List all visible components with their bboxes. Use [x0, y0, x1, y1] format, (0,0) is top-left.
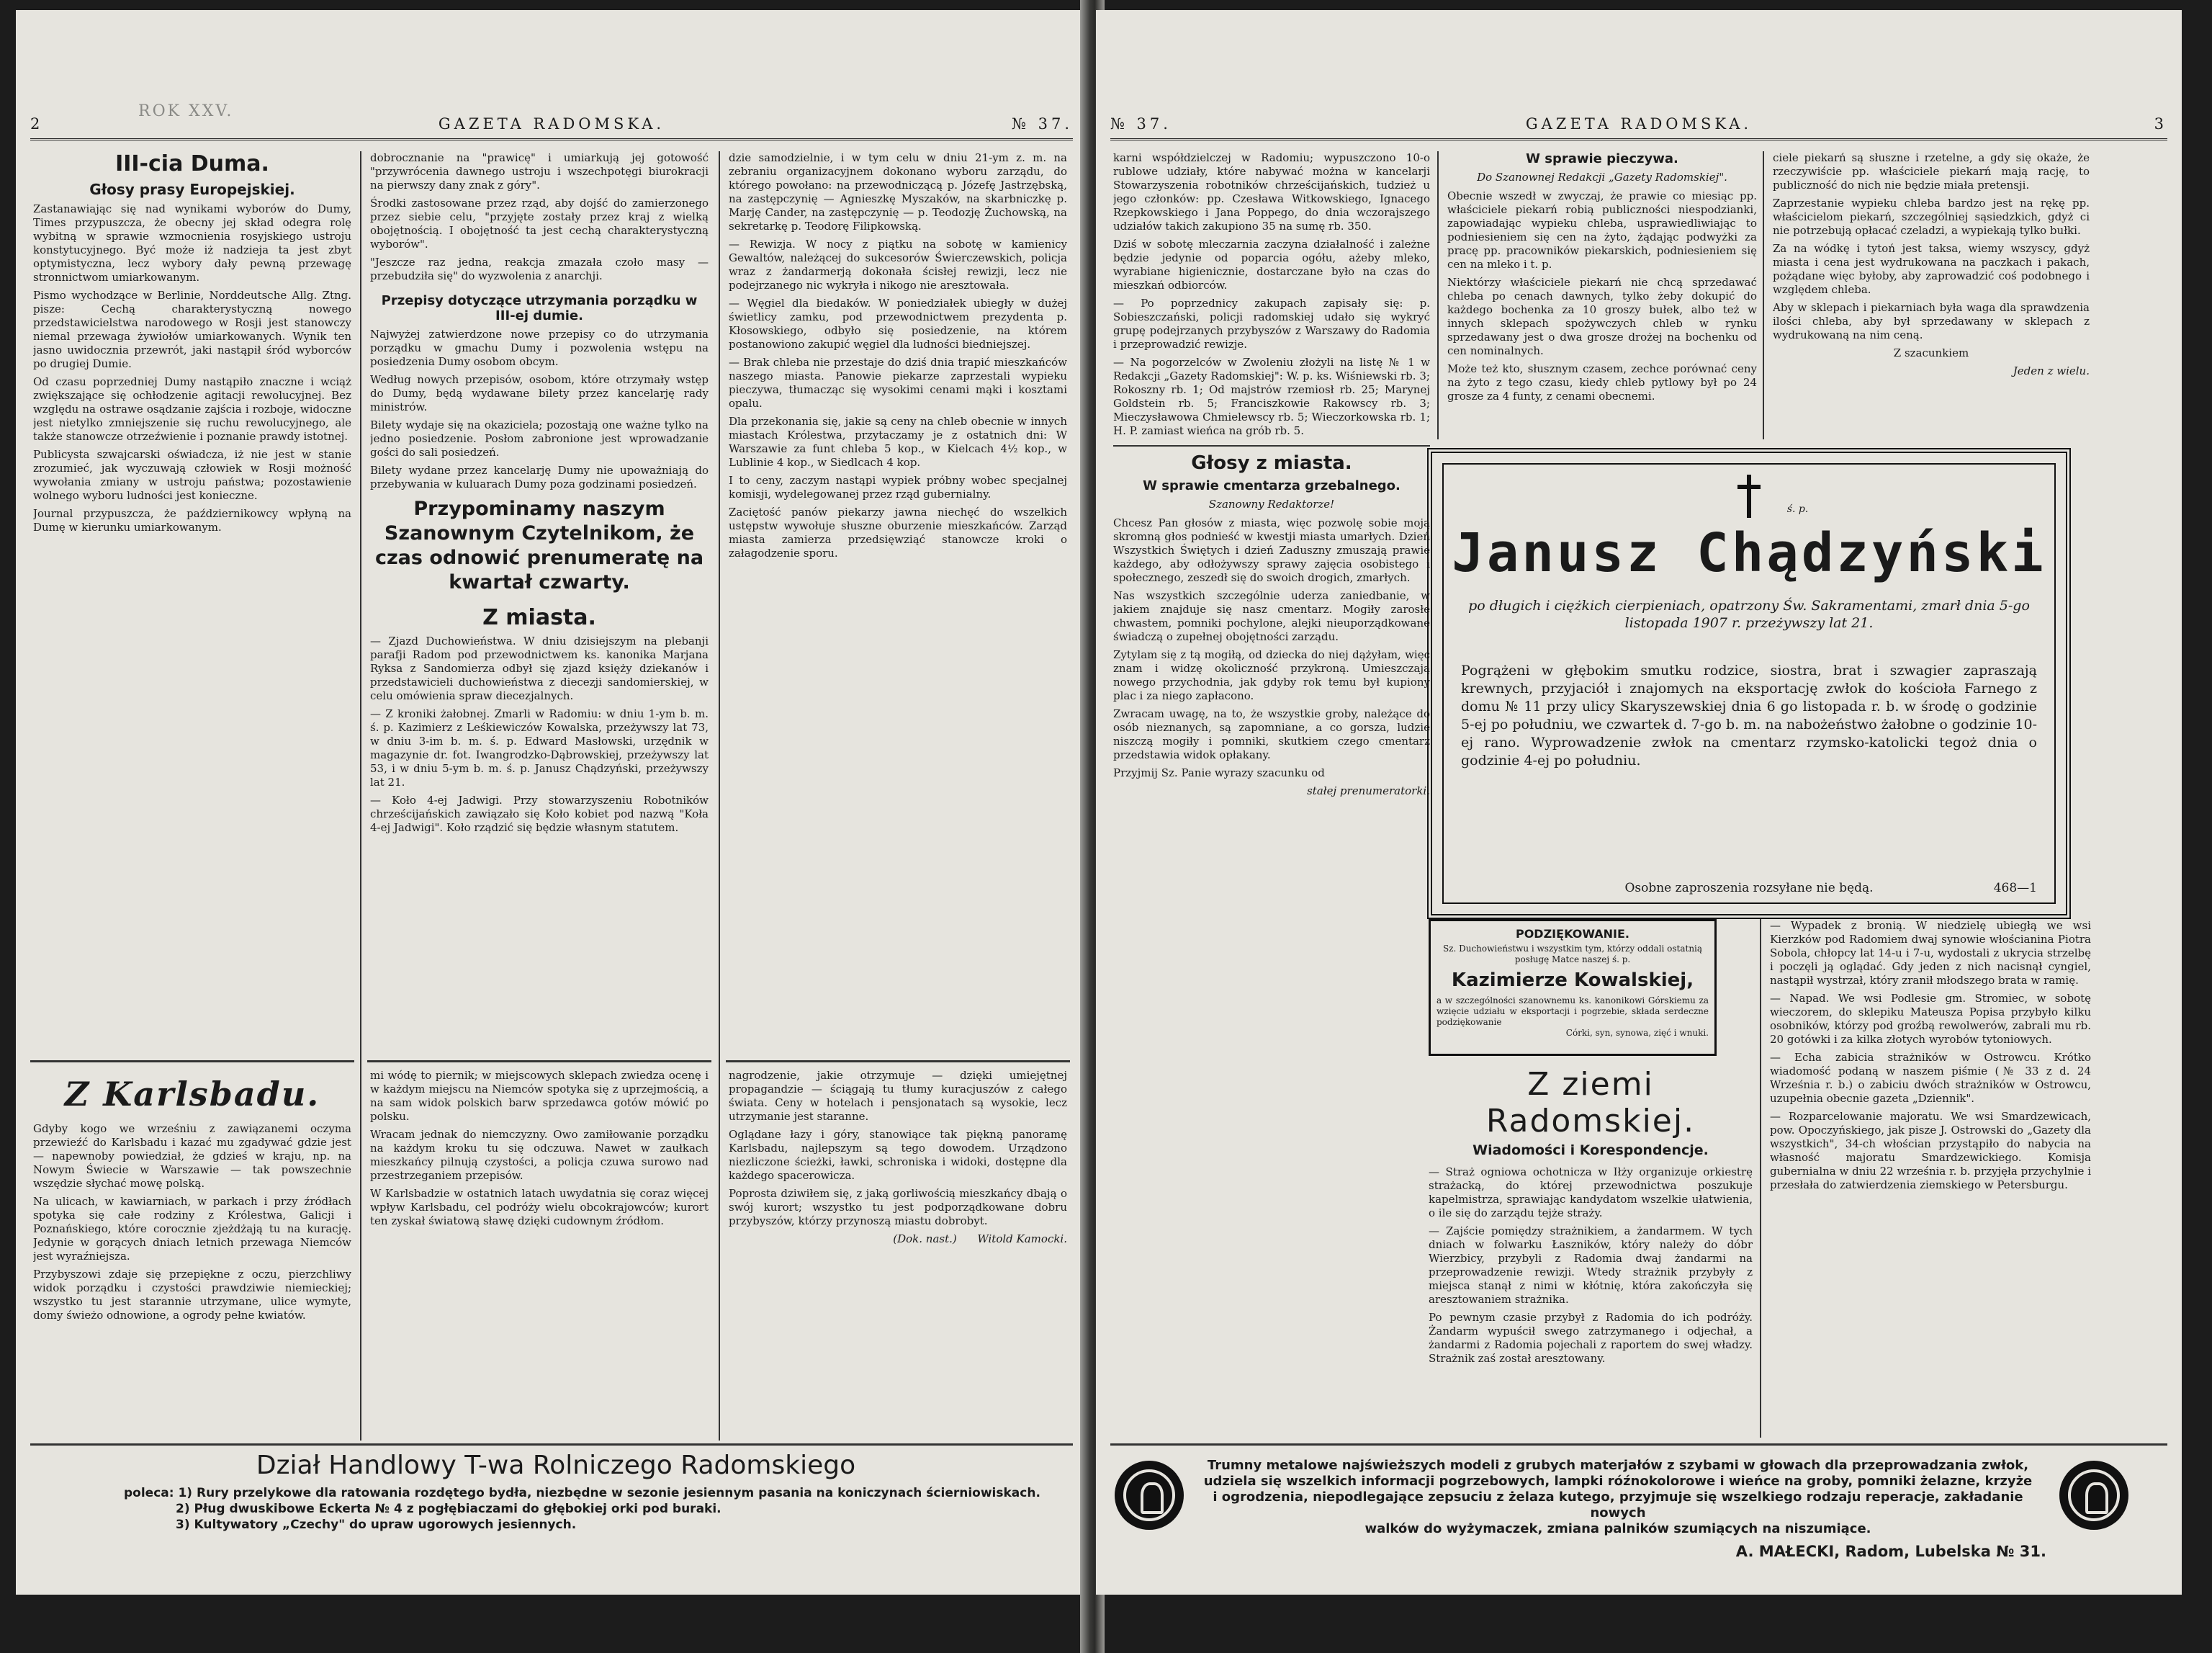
paragraph: Journal przypuszcza, że październikowcy wpłyną na Dumę w kierunku umiarkowanym. [33, 507, 351, 534]
paragraph: Najwyżej zatwierdzone nowe przepisy co do utrzymania porządku w gmachu Dumy i pozwolenia wstępu na posiedzenia Dumy osobom obcym. [370, 328, 709, 368]
paragraph: — Zajście pomiędzy strażnikiem, a żandarmem. W tych dniach w folwarku Łaszników, który należy do dóbr Wierzbicy, przybyli z Radomia dwaj żandarmi na przeprowadzenie rewizji. Wtedy strażnik przybyły z miejsca stanął z nimi w kłótnię, która zakończyła się aresztowaniem strażnika. [1429, 1224, 1753, 1306]
thanks-body: a w szczególności szanownemu ks. kanonikowi Górskiemu za wzięcie udziału w eksportacji i pogrzebie, składa serdeczne podziękowanie [1437, 995, 1709, 1027]
paragraph: Nas wszystkich szczególnie uderza zaniedbanie, w jakiem znajduje się nasz cmentarz. Mogiły zarosłe chwastem, pomniki pochylone, alejki nieuporządkowane świadczą o zupełnej obojętności zarządu. [1113, 589, 1430, 643]
newspaper-title: GAZETA RADOMSKA. [438, 115, 665, 133]
region-subtitle: Wiadomości i Korespondencje. [1473, 1142, 1709, 1158]
paragraph: — Rozparcelowanie majoratu. We wsi Smardzewicach, pow. Opoczyńskiego, jak pisze J. Ostrowski do „Gazety dla wszystkich", 34-ch włościan przystąpiło do nabycia na własność majoratu Smardzewickiego. Komisja gubernialna w dniu 22 września r. b. przyjęła przychylnie i przesłała do zatwierdzenia ziemskiego w Petersburgu. [1770, 1110, 2091, 1191]
paragraph: Przybyszowi zdaje się przepiękne z oczu, pierzchliwy widok porządku i czystości prawdziwie niemieckiej; wszystko tu jest starannie utrzymane, ulice wymyte, domy świeżo odnowione, a ogrody pełne kwiatów. [33, 1268, 351, 1322]
left-col-1 [33, 151, 351, 1059]
thanks-notice [1429, 919, 1717, 1056]
column-rule [1763, 151, 1764, 439]
paragraph: — Zjazd Duchowieństwa. W dniu dzisiejszym na plebanji parafji Radom pod przewodnictwem ks. kanonika Marjana Ryksa z Sandomierza odbył się zjazd księży dziekanów i przedstawicieli duchowieństwa z diecezji sandomierskiej, w celu omówienia spraw diecezjalnych. [370, 635, 709, 702]
paragraph: — Po poprzednicy zakupach zapisały się: p. Sobieszczański, policji radomskiej udało się wykryć grupę podejrzanych przybyszów z Warszawy do Radomia i przeprowadzić rewizje. [1113, 297, 1430, 351]
column-rule [1760, 919, 1761, 1438]
section-rule [367, 1060, 711, 1062]
karlsbad-continued [370, 1069, 709, 1436]
paragraph: "Jeszcze raz jedna, reakcja zmazała czoło masy — przebudziła się" do wyzwolenia z anarchji. [370, 256, 709, 282]
paragraph: dzie samodzielnie, i w tym celu w dniu 21-ym z. m. na zebraniu organizacyjnem dokonano wyboru zarządu, do którego powołano: na przewodniczącą p. Józefę Jastrzębską, na zastępczynię — Agnieszkę Myszaków, na skarbniczkę p. Marję Cander, na zastępczynię — p. Teodozję Żuchowską, na sekretarkę p. Teodorę Filipkowską. [729, 151, 1067, 233]
seal-emblem-icon [2059, 1461, 2128, 1530]
paragraph: Według nowych przepisów, osobom, które otrzymały wstęp do Dumy, będą wydawane bilety przez kancelarję rady ministrów. [370, 373, 709, 413]
paragraph: — Rewizja. W nocy z piątku na sobotę w kamienicy Gewaltów, należącej do sukcesorów Świerczewskich, policja wraz z żandarmerją dokonała ścisłej rewizji, lecz nie podejrzanego nic wykryła i nikogo nie aresztowała. [729, 238, 1067, 292]
ad-line: 3) Kultywatory „Czechy" do upraw ugorowych jesiennych. [176, 1518, 577, 1532]
page-number: 2 [30, 115, 44, 133]
paragraph: Po pewnym czasie przybył z Radomia do ich podróży. Żandarm wypuścił swego zatrzymanego i odjechał, a żandarmi z Radomia pojechali z raportem do swej władzy. Strażnik zaś został aresztowany. [1429, 1311, 1753, 1365]
ad-firm: A. MAŁECKI, Radom, Lubelska № 31. [1735, 1543, 2046, 1560]
signature: stałej prenumeratorki. [1307, 784, 1430, 797]
paragraph: ciele piekarń są słuszne i rzetelne, a gdy się okaże, że rzeczywiście pp. właściciele piekarń mają rację, to publiczność do nich nie będzie miała pretensji. [1773, 151, 2090, 192]
right-col-2 [1447, 151, 1757, 439]
ad-line: udziela się wszelkich informacji pogrzebowych, lampki róźnokolorowe i wieńce na groby, pomniki żelazne, krzyże [1203, 1474, 2033, 1489]
left-page-header [30, 112, 1073, 140]
radom-region-news [1429, 1059, 1753, 1433]
seal-emblem-icon [1115, 1461, 1184, 1530]
paragraph: — Z kroniki żałobnej. Zmarli w Radomiu: w dniu 1-ym b. m. ś. p. Kazimierz z Leśkiewiczów Kowalska, przeżywszy lat 73, w dniu 3-im b. m. ś. p. Edward Masłowski, urzędnik w magazynie dr. fot. Iwangrodzko-Dąbrowskiej, przeżywszy lat 53, i w dniu 5-ym b. m. ś. p. Janusz Chądzyński, przeżywszy lat 21. [370, 707, 709, 789]
paragraph: — Wypadek z bronią. W niedzielę ubiegłą we wsi Kierzków pod Radomiem dwaj synowie włościanina Piotra Sobola, chłopcy lat 14-u i 7-u, wydostali z ukrycia strzelbę i poczęli ją oglądać. Gdy jeden z nich nacisnął cyngiel, nastąpił wystrzał, który zranił młodszego brata w ramię. [1770, 919, 2091, 987]
closing: Przyjmij Sz. Panie wyrazy szacunku od [1113, 766, 1325, 779]
cross-icon [1735, 475, 1763, 518]
paragraph: Zastanawiając się nad wynikami wyborów do Dumy, Times przypuszcza, że obecny jej skład odegra rolę wybitną w sprawie wzmocnienia rosyjskiego ustroju konstytucyjnego. Być może iż nadzieja ta jest zbyt optymistyczna, lecz wybory dały pewną przewagę stronnictwom umiarkowanym. [33, 202, 351, 284]
obituary-box [1427, 448, 2071, 919]
paragraph: Bilety wydane przez kancelarję Dumy nie upoważniają do przebywania w kuluarach Dumy poza godzinami posiedzeń. [370, 464, 709, 490]
bread-title: W sprawie pieczywa. [1526, 151, 1678, 166]
region-title: Z ziemi Radomskiej. [1485, 1066, 1696, 1139]
paragraph: karni współdzielczej w Radomiu; wypuszczono 10-o rublowe udziały, które nabywać można w kancelarji Stowarzyszenia robotników chrześcijańskich, tudzież u jego członków: pp. Czesława Witkowskiego, Ignacego Rzepkowskiego i Jana Poppego, do dnia wczorajszego udziałów takich zakupiono 35 na sumę rb. 350. [1113, 151, 1430, 233]
ad-line: i ogrodzenia, niepodlegające zepsuciu z żelaza kutego, przyjmuje się wszelkiego rodzaju reperacje, zakładanie nowych [1213, 1490, 2023, 1520]
paragraph: — Węgiel dla biedaków. W poniedziałek ubiegły w dużej świetlicy zamku, pod przewodnictwem prezydenta p. Kłosowskiego, odbyło się posiedzenie, na którem postanowiono zakupić węgiel dla ludności biedniejszej. [729, 297, 1067, 351]
paragraph: Może też kto, słusznym czasem, zechce porównać ceny na żyto z tego czasu, kiedy chleb pytlowy był po 24 grosze za 4 funty, z cenami obecnemi. [1447, 362, 1757, 403]
paragraph: Aby w sklepach i piekarniach była waga dla sprawdzenia ilości chleba, aby był sprzedawany w sklepach z wydrukowaną na nim ceną. [1773, 301, 2090, 341]
paragraph: — Echa zabicia strażników w Ostrowcu. Krótko wiadomość podaną w naszem piśmie (№ 33 z d. 24 Września r. b.) o zabiciu dwóch strażników w Ostrowcu, uzupełnia obecnie gazeta „Dziennik". [1770, 1051, 2091, 1105]
paragraph: Bilety wydaje się na okaziciela; pozostają one ważne tylko na jedno posiedzenie. Posłom zabronione jest wprowadzanie gości do sali posiedzeń. [370, 418, 709, 459]
article-signature [729, 1232, 1067, 1245]
paragraph: W Karlsbadzie w ostatnich latach uwydatnia się coraz więcej wpływ Karlsbadu, cel podróży wielu obcokrajowców; kurort ten zyskał światową sławę dzięki cudownym źródłom. [370, 1187, 709, 1227]
paragraph: Zaprzestanie wypieku chleba bardzo jest na rękę pp. właścicielom piekarń, szczególniej sąsiedzkich, gdyż ci nie potrzebują opłacać czeladzi, a wypiekają tylko bułki. [1773, 197, 2090, 237]
paragraph: Zwracam uwagę, na to, że wszystkie groby, należące do osób nieznanych, są zapomniane, a co gorsza, ludzie niszczą mogiły i pomniki, skutkiem czego cmentarz przedstawia widok opłakany. [1113, 707, 1430, 761]
paragraph: mi wódę to piernik; w miejscowych sklepach zwiedza ocenę i w każdym miejscu na Niemców spotyka się z uprzejmością, a na sam widok polskich barw sprzedawca gotów mówić po polsku. [370, 1069, 709, 1123]
author-name: Witold Kamocki. [977, 1232, 1067, 1245]
paragraph: dobrocznanie na "prawicę" i umiarkują jej gotowość "przywrócenia dawnego ustroju i wszechpotęgi biurokracji na pierwszy dany znak z góry". [370, 151, 709, 192]
section-rule [30, 1060, 354, 1062]
paragraph: — Na pogorzelców w Zwoleniu złożyli na listę № 1 w Redakcji „Gazety Radomskiej": W. p. ks. Wiśniewski rb. 3; Rokoszny rb. 1; Od majstrów rzemiosł rb. 25; Marynej Goldstein rb. 5; Franciszkowie Rakowscy rb. 3; Mieczysławowa Chmielewscy rb. 5; Wieczorkowska rb. 1; H. P. zamiast wieńca na grób rb. 5. [1113, 356, 1430, 437]
page-number: 3 [2154, 115, 2167, 133]
paragraph: — Brak chleba nie przestaje do dziś dnia trapić mieszkańców naszego miasta. Panowie piekarze zaprzestali wypieku pieczywa, tłumacząc się wysokimi cenami mąki i kosztami opalu. [729, 356, 1067, 410]
paragraph: I to ceny, zaczym nastąpi wypiek próbny wobec specjalnej komisji, wydelegowanej przez rząd gubernialny. [729, 474, 1067, 501]
right-col-3 [1770, 919, 2091, 1438]
paragraph: Za na wódkę i tytoń jest taksa, wiemy wszyscy, gdyż miasta i cena jest wydrukowana na paczkach i pakach, pożądane więc byłoby, aby zaprowadzić coś podobnego i względem chleba. [1773, 242, 2090, 296]
paragraph: — Straż ogniowa ochotnicza w Iłży organizuje orkiestrę strażacką, do której przewodnictwa poszukuje kapelmistrza, sprawiając kandydatom wszelkie ułatwienia, o ile się do zarządu tejże straży. [1429, 1165, 1753, 1219]
ad-top-rule [30, 1443, 1073, 1446]
signature: Jeden z wielu. [2013, 364, 2090, 377]
ad-line: Trumny metalowe najświeższych modeli z grubych materjałów z szybami w głowach dla przeprowadzania zwłok, [1207, 1458, 2029, 1473]
paragraph: — Koło 4-ej Jadwigi. Przy stowarzyszeniu Robotników chrześcijańskich zawiązało się Koło kobiet pod nazwą "Koła 4-ej Jadwigi". Koło rządzić się będzie własnym statutem. [370, 794, 709, 834]
right-col-1 [1113, 151, 1430, 1433]
article-subtitle: Głosy prasy Europejskiej. [89, 181, 295, 198]
paragraph: Dla przekonania się, jakie są ceny na chleb obecnie w innych miastach Królestwa, przytaczamy je z ostatnich dni: W Warszawie za funt chleba 5 kop., w Kielcach 4½ kop., w Lublinie 4 kop., w Siedlcach 4 kop. [729, 415, 1067, 469]
karlsbad-article [33, 1069, 351, 1436]
thanks-name: Kazimierze Kowalskiej, [1451, 969, 1694, 991]
continuation-note: (Dok. nast.) [893, 1232, 957, 1245]
karlsbad-continued-2 [729, 1069, 1067, 1436]
obituary-subtitle: po długich i ciężkich cierpieniach, opatrzony Św. Sakramentami, zmarł dnia 5-go listopada 1907 r. przeżywszy lat 21. [1468, 598, 2030, 631]
paragraph: Pismo wychodzące w Berlinie, Norddeutsche Allg. Ztng. pisze: Cechą charakterystyczną nowego przedstawicielstwa narodowego w Rosji jest stanowczy niemal przewaga żywiołów umiarkowanych. Wynik ten jasno uwidocznia przewrót, jaki nastąpił śród wyborców po drugiej Dumie. [33, 289, 351, 370]
obituary-footer: Osobne zaproszenia rozsyłane nie będą. [1624, 881, 1874, 895]
paragraph: Zytylam się z tą mogiłą, od dziecka do niej dążyłam, więc znam i widzę okoliczność przykroną. Umieszczają nowego przychodnia, jak gdyby rok temu był kupiony plac i za niego zapłacono. [1113, 648, 1430, 702]
ad-line: walków do wyżymaczek, zmiana palników szumiących na niszumiące. [1364, 1521, 1871, 1536]
cemetery-subtitle: W sprawie cmentarza grzebalnego. [1143, 478, 1401, 493]
subscription-reminder: Przypominamy naszym Szanownym Czytelnikom, że czas odnowić prenumeratę na kwartał czwarty. [374, 498, 704, 593]
column-rule [360, 151, 361, 1441]
ad-title: Dział Handlowy T-wa Rolniczego Radomskiego [256, 1451, 856, 1480]
agricultural-ad [124, 1451, 1040, 1533]
city-voices-title: Głosy z miasta. [1191, 452, 1352, 474]
section-rule [726, 1060, 1070, 1062]
obituary-body: Pogrążeni w głębokim smutku rodzice, siostra, brat i szwagier zapraszają krewnych, przyjaciół i znajomych na eksportację zwłok do kościoła Farnego z domu № 11 przy ulicy Skaryszewskiej dnia 6 go listopada r. b. w środę o godzinie 5-ej po południu, we czwartek d. 7-go b. m. na nabożeństwo żałobne o godzinie 10-ej rano. Wyprowadzenie zwłok na cmentarz rzymsko-katolicki tegoż dnia o godzinie 4-ej po południu. [1461, 663, 2037, 769]
paragraph: Poprosta dziwiłem się, z jaką gorliwością mieszkańcy dbają o swój kurort; wszystko tu jest podporządkowane dobru przybyszów, którzy przynoszą miastu dobrobyt. [729, 1187, 1067, 1227]
ad-top-rule [1110, 1443, 2167, 1446]
column-rule [719, 151, 720, 1441]
thanks-title: PODZIĘKOWANIE. [1515, 927, 1630, 941]
paragraph: Niektórzy właściciele piekarń nie chcą sprzedawać chleba po cenach dawnych, tylko żeby dokupić do każdego bochenka za 10 groszy bułek, albo też w innych sklepach spożywczych chleb w rynku sprzedawany jest o dwa grosze drożej na bochenku od cen nominalnych. [1447, 276, 1757, 357]
paragraph: Środki zastosowane przez rząd, aby dojść do zamierzonego przez siebie celu, "przyjęte zostały przez kraj z wielką obojętnością. I obojętność ta jest cechą charakterystyczną wyborów". [370, 197, 709, 251]
paragraph: Publicysta szwajcarski oświadcza, iż nie jest w stanie zrozumieć, jak wyczuwają człowiek w Rosji możność wywołania zmiany w ustroju państwa; pozostawienie wolnego wyboru ludności jest konieczne. [33, 448, 351, 502]
right-col-2b [1773, 151, 2090, 439]
right-page [1096, 10, 2182, 1595]
thanks-sign: Córki, syn, synowa, zięć i wnuki. [1565, 1028, 1709, 1038]
issue-number: № 37. [1110, 115, 1172, 133]
paragraph: Od czasu poprzedniej Dumy nastąpiło znaczne i wciąż zwiększające się ochłodzenie agitacji rewolucyjnej. Bez względu na ostrawe osądzanie zajścia i rozboje, widoczne jest nietylko zmniejszenie się ruchu rewolucyjnego, ale także stanowcze otrzeźwienie i poznanie prawdy istotnej. [33, 375, 351, 443]
closing: Z szacunkiem [1893, 346, 1969, 359]
obituary-sp: ś. p. [1786, 503, 1809, 515]
paragraph: Na ulicach, w kawiarniach, w parkach i przy źródłach spotyka się całe rodziny z Królestwa, Galicji i Poznańskiego, które corocznie zjeżdżają tu na kurację. Jedynie w gorących dniach letnich przewaga Niemców jest wyraźniejsza. [33, 1195, 351, 1263]
salutation: Do Szanownej Redakcji „Gazety Radomskiej". [1477, 171, 1727, 184]
section-rule [1113, 445, 1430, 447]
paragraph: Dziś w sobotę mleczarnia zaczyna działalność i zależne będzie jedynie od poparcia ogółu, ażeby mleko, wyrabiane higienicznie, dostarczane było na czas do mieszkań odbiorców. [1113, 238, 1430, 292]
faded-mark: ROK XXV. [138, 102, 234, 120]
funeral-ad [1190, 1458, 2046, 1560]
ad-line: 2) Pług dwuskibowe Eckerta № 4 z pogłębiaczami do głębokiej orki pod buraki. [176, 1502, 721, 1516]
left-page [16, 10, 1087, 1595]
right-page-header [1110, 112, 2167, 140]
rules-title: Przepisy dotyczące utrzymania porządku w III-ej dumie. [381, 293, 698, 323]
karlsbad-title: Z Karlsbadu. [64, 1075, 320, 1114]
paragraph: Oglądane łazy i góry, stanowiące tak piękną panoramę Karlsbadu, najlepszym są tego dowodem. Urządzono niezliczone ścieżki, ławki, schroniska i widoki, dostępne dla każdego spacerowicza. [729, 1128, 1067, 1182]
newspaper-title: GAZETA RADOMSKA. [1525, 115, 1753, 133]
paragraph: nagrodzenie, jakie otrzymuje — dzięki umiejętnej propagandzie — ściągają tu tłumy kuracjuszów z całego świata. Ceny w hotelach i pensjonatach są wysokie, lecz utrzymanie jest staranne. [729, 1069, 1067, 1123]
paragraph: — Napad. We wsi Podlesie gm. Stromiec, w sobotę wieczorem, do sklepiku Mateusza Popisa przybyło kilku osobników, którzy pod groźbą rewolwerów, zabrali mu rb. 20 gotówki i za kilka złotych wyrobów tytoniowych. [1770, 992, 2091, 1046]
column-rule [1437, 151, 1439, 439]
paragraph: Zaciętość panów piekarzy jawna niechęć do wszelkich ustępstw wywołuje słuszne oburzenie mieszkańców. Zarząd miasta zamierza przedsięwziąć stanowcze kroki o załagodzenie sporu. [729, 506, 1067, 560]
ad-line: poleca: 1) Rury przelykowe dla ratowania rozdętego bydła, niezbędne w sezonie jesiennym pasania na koniczynach ścierniowiskach. [124, 1486, 1040, 1500]
salutation: Szanowny Redaktorze! [1208, 498, 1335, 511]
paragraph: Gdyby kogo we wrześniu z zawiązanemi oczyma przewieźć do Karlsbadu i kazać mu zgadywać gdzie jest — napewnoby powiedział, że gdzieś w kraju, np. na Nowym Świecie w Warszawie — tak powszechnie wszędzie słychać mowę polską. [33, 1122, 351, 1190]
deceased-name: Janusz Chądzyński [1452, 522, 2046, 584]
paragraph: Wracam jednak do niemczyzny. Owo zamiłowanie porządku na każdym kroku tu się odczuwa. Nawet w zaułkach mieszkańcy pilnują czystości, a policja czuwa surowo nad przestrzeganiem przepisów. [370, 1128, 709, 1182]
article-title: III-cia Duma. [115, 151, 269, 176]
town-news-title: Z miasta. [482, 605, 596, 630]
issue-number: № 37. [1012, 115, 1073, 133]
left-col-2 [370, 151, 709, 1059]
ad-number: 468—1 [1993, 881, 2037, 895]
paragraph: Obecnie wszedł w zwyczaj, że prawie co miesiąc pp. właściciele piekarń robią publiczności niespodzianki, zapowiadając wypieku chleba, usprawiedliwiając to podniesieniem się cen na żyto, żądając podwyżki za pracę pp. pracowników piekarskich, podniesieniem się cen na mleko i t. p. [1447, 189, 1757, 271]
left-col-3 [729, 151, 1067, 1059]
thanks-intro: Sz. Duchowieństwu i wszystkim tym, którzy oddali ostatnią posługę Matce naszej ś. p. [1442, 944, 1703, 964]
paragraph: Chcesz Pan głosów z miasta, więc pozwolę sobie moją skromną głos podnieść w kwestji miasta umarłych. Dzień Wszystkich Świętych i dzień Zaduszny zmuszają prawie każdego, aby odłożywszy sprawy zajęcia osobistego i społecznego, zeszedł się do swoich drogich, zmarłych. [1113, 516, 1430, 584]
